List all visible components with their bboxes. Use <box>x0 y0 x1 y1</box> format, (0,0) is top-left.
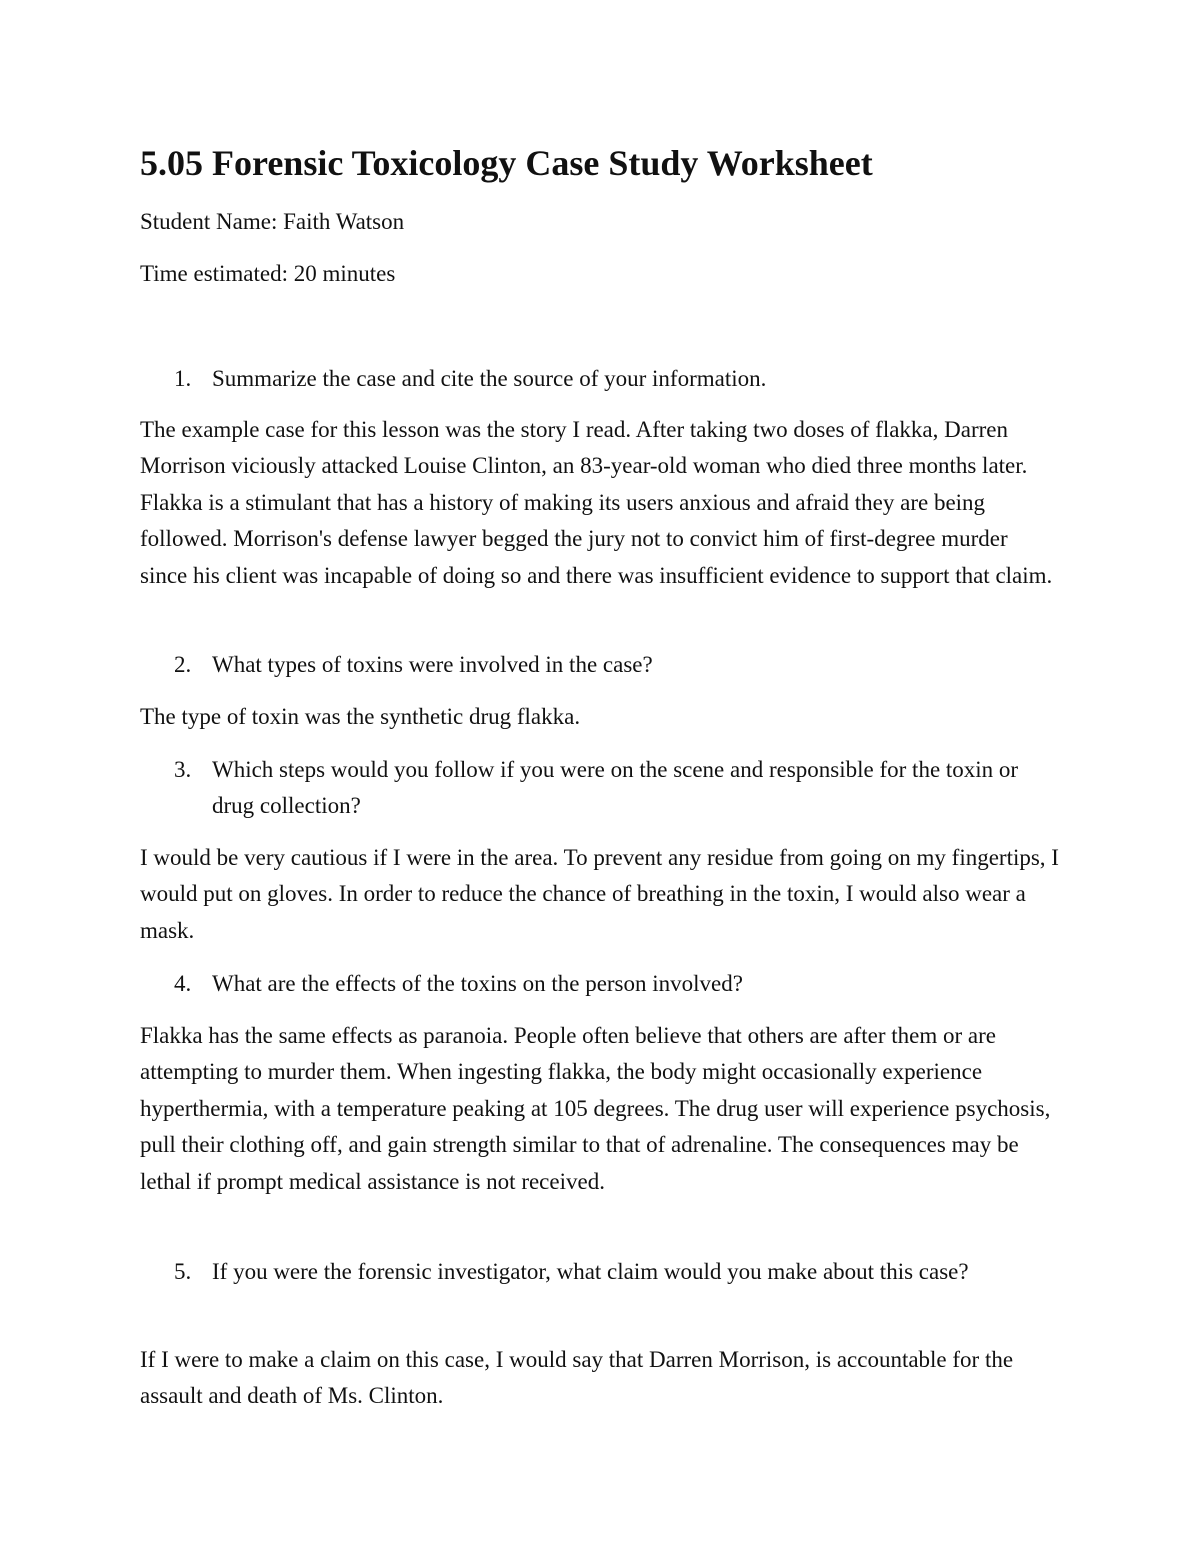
answer-2: The type of toxin was the synthetic drug flakka. <box>140 704 581 729</box>
question-5 <box>140 1254 1060 1290</box>
question-text: If you were the forensic investigator, what claim would you make about this case? <box>212 1259 969 1284</box>
answer-4: Flakka has the same effects as paranoia. People often believe that others are after them or are attempting to murder them. When ingesting flakka, the body might occasionally experience hyperthermia, with a temperature peaking at 105 degrees. The drug user will experience psychosis, pull their clothing off, and gain strength similar to that of adrenaline. The consequences may be lethal if prompt medical assistance is not received. <box>140 1023 1051 1194</box>
question-number: 3. <box>174 757 192 782</box>
question-1 <box>140 361 1060 397</box>
question-text: What are the effects of the toxins on the person involved? <box>212 971 743 996</box>
question-text: Which steps would you follow if you were on the scene and responsible for the toxin or drug collection? <box>212 757 1019 818</box>
student-name: Student Name: Faith Watson <box>140 209 405 234</box>
answer-3: I would be very cautious if I were in the area. To prevent any residue from going on my fingertips, I would put on gloves. In order to reduce the chance of breathing in the toxin, I would also wear a mask. <box>140 845 1059 943</box>
question-number: 1. <box>174 366 192 391</box>
question-text: Summarize the case and cite the source of your information. <box>212 366 767 391</box>
answer-5: If I were to make a claim on this case, I would say that Darren Morrison, is accountable for the assault and death of Ms. Clinton. <box>140 1347 1014 1409</box>
question-number: 5. <box>174 1259 192 1284</box>
question-2 <box>140 647 1060 683</box>
question-3 <box>140 752 1060 824</box>
question-number: 2. <box>174 652 192 677</box>
answer-1: The example case for this lesson was the story I read. After taking two doses of flakka, Darren Morrison viciously attacked Louise Clinton, an 83-year-old woman who died three months later. Flakka is a stimulant that has a history of making its users anxious and afraid they are being followed. Morrison's defense lawyer begged the jury not to convict him of first-degree murder since his client was incapable of doing so and there was insufficient evidence to support that claim. <box>140 417 1053 588</box>
question-text: What types of toxins were involved in the case? <box>212 652 653 677</box>
question-number: 4. <box>174 971 192 996</box>
time-estimated: Time estimated: 20 minutes <box>140 261 396 286</box>
page-title: 5.05 Forensic Toxicology Case Study Worksheet <box>140 143 873 183</box>
question-4 <box>140 966 1060 1002</box>
